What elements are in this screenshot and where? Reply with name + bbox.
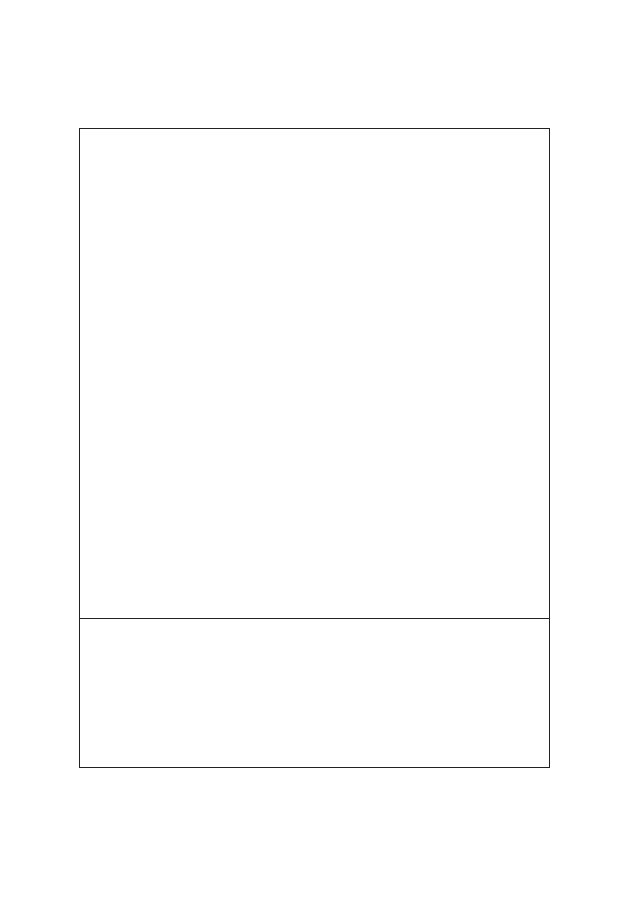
section-divider <box>79 618 550 619</box>
form-frame <box>79 128 550 768</box>
